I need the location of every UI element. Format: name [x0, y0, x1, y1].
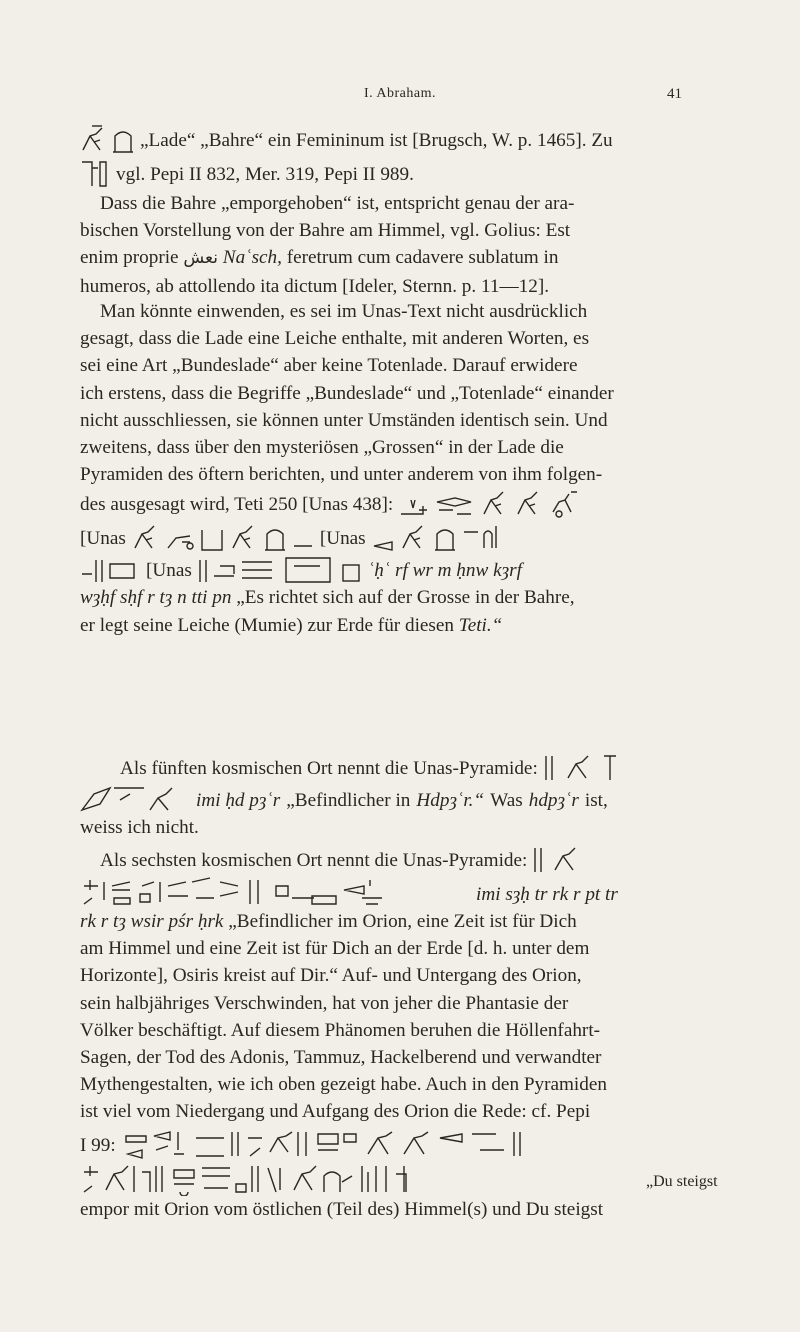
bracket-unas-1: [Unas: [80, 528, 126, 550]
chest-hieroglyph-icon: [264, 522, 286, 552]
bracket-unas-3: [Unas: [146, 560, 192, 582]
p3-line-c: sei eine Art „Bundeslade“ aber keine Totenlade. Darauf erwidere: [80, 355, 578, 377]
water-hieroglyph-icon: [399, 496, 429, 518]
lade-bahre-line: „Lade“ „Bahre“ ein Femininum ist [Brugsch, W. p. 1465]. Zu: [140, 129, 613, 151]
p5-line-i: Mythengestalten, wie ich oben gezeigt habe. Auch in den Pyramiden: [80, 1074, 607, 1096]
arm-hieroglyph-icon: [292, 538, 314, 552]
pillar-hieroglyph-icon: [533, 844, 583, 874]
pepi-reference-line: vgl. Pepi II 832, Mer. 319, Pepi II 989.: [116, 163, 414, 185]
pillar-hieroglyph-icon: [80, 556, 140, 584]
house-hieroglyph-icon: [284, 554, 334, 584]
paragraph-3: [80, 298, 720, 639]
paragraph-1: [80, 124, 720, 188]
paragraph-2: [80, 190, 720, 300]
p3-line-h: des ausgesagt wird, Teti 250 [Unas 438]:: [80, 494, 394, 516]
loaf-hieroglyph-icon: [462, 522, 502, 552]
water-hieroglyph-icon: [340, 562, 362, 584]
bird-hieroglyph-icon: [515, 488, 543, 518]
star-hieroglyph-icon: [549, 488, 579, 518]
p5-line-d: am Himmel und eine Zeit ist für Dich an der Erde [d. h. unter dem: [80, 938, 590, 960]
pillar-hieroglyph-icon: [544, 752, 624, 782]
p5-line-l: „Du steigst: [646, 1173, 718, 1191]
p5-line-e: Horizonte], Osiris kreist auf Dir.“ Auf- und Untergang des Orion,: [80, 965, 582, 987]
chest-hieroglyph-icon: [434, 522, 456, 552]
p5-line-k: I 99:: [80, 1135, 116, 1157]
p2-line-a: Dass die Bahre „emporgehoben“ ist, entspricht genau der ara-: [100, 193, 575, 214]
bracket-unas-2: [Unas: [319, 528, 366, 550]
bird-hieroglyph-icon: [80, 124, 106, 154]
p3-line-e: nicht ausschliessen, sie können unter Umständen identisch sein. Und: [80, 409, 608, 431]
p3-line-g: Pyramiden des öftern berichten, und unter anderem von ihm folgen-: [80, 464, 603, 486]
transliteration-1: ʿḥʿ rf wr m ḥnw kȝrf: [367, 560, 522, 582]
page-number: 41: [667, 86, 682, 102]
p5-line-a: Als sechsten kosmischen Ort nennt die Unas-Pyramide:: [100, 849, 528, 871]
p2-line-b: bischen Vorstellung von der Bahre am Himmel, vgl. Golius: Est: [80, 220, 571, 242]
arabic-word: نعش: [183, 248, 218, 269]
p4-line-c: weiss ich nicht.: [80, 817, 199, 838]
paragraph-4: Als fünften kosmischen Ort nennt die Unas-Pyramide: imi ḥd pȝʿr „Befindlicher in Hdpȝʿr.“ Was hdpȝʿr ist, weiss ich nicht.: [80, 752, 720, 841]
p5-line-h: Sagen, der Tod des Adonis, Tammuz, Hackelberend und verwandter: [80, 1047, 602, 1069]
arm-hieroglyph-icon: [166, 528, 194, 552]
p3-line-f: zweitens, dass über den mysteriösen „Grossen“ in der Lade die: [80, 437, 564, 459]
p4-line-a: Als fünften kosmischen Ort nennt die Unas-Pyramide:: [120, 757, 538, 779]
house-hieroglyph-icon: [200, 522, 224, 552]
pillar-hieroglyph-icon: [198, 556, 278, 584]
reed-hieroglyph-icon: [435, 492, 475, 518]
star-hieroglyph-icon: [80, 1162, 640, 1196]
bird-hieroglyph-icon: [132, 522, 160, 552]
p3-line-a: Man könnte einwenden, es sei im Unas-Text nicht ausdrücklich: [100, 301, 588, 322]
paragraph-5: Als sechsten kosmischen Ort nennt die Unas-Pyramide: imi sȝḥ tr rk r pt tr rk r tȝ wsir pśr ḥrk „Befindlicher im Orion, eine Zeit ist für Dich am Himmel und eine Zeit ist für Dich an der Erde [d. h. unter dem Horizonte], Osiris kreist auf Dir.“ Auf- und Untergang des Orion, sein halbjähriges Verschwinden, hat von jeher die Phantasie der Völker beschäftigt. Auf diesem Phänomen beruhen die Höllenfahrt- Sagen, der Tod des Adonis, Tammuz, Hackelberend und verwandter Mythengestalten, wie ich oben gezeigt habe. Auch in den Pyramiden ist viel vom Niedergang und Aufgang des Orion die Rede: cf. Pepi I 99: „Du steigst empor mit Orion vom östlichen (Teil des) Himmel(s) und Du steigst: [80, 844, 720, 1223]
p2-line-d: humeros, ab attollendo ita dictum [Ideler, Sternn. p. 11—12].: [80, 275, 550, 297]
p3-line-d: ich erstens, dass die Begriffe „Bundeslade“ und „Totenlade“ einander: [80, 382, 614, 404]
star-hieroglyph-icon: [80, 876, 470, 908]
chest-hieroglyph-icon: [112, 124, 134, 154]
p5-line-m: empor mit Orion vom östlichen (Teil des) Himmel(s) und Du steigst: [80, 1198, 604, 1220]
page-header: [0, 84, 800, 108]
p5-line-c: rk r tȝ wsir pśr ḥrk „Befindlicher im Orion, eine Zeit ist für Dich: [80, 911, 577, 932]
p5-line-g: Völker beschäftigt. Auf diesem Phänomen beruhen die Höllenfahrt-: [80, 1019, 601, 1041]
bird-hieroglyph-icon: [481, 488, 509, 518]
p5-line-f: sein halbjähriges Verschwinden, hat von jeher die Phantasie der: [80, 992, 569, 1014]
pillar-hieroglyph-icon: [80, 158, 110, 188]
bird-hieroglyph-icon: [80, 784, 190, 814]
running-title: I. Abraham.: [364, 86, 436, 101]
p3-line-i: er legt seine Leiche (Mumie) zur Erde für diesen Teti.“: [80, 614, 503, 636]
p3-line-translit-2: wȝḥf sḥf r tȝ n tti pn „Es richtet sich auf der Grosse in der Bahre,: [80, 587, 575, 609]
bird-hieroglyph-icon: [230, 522, 258, 552]
p5-line-j: ist viel vom Niedergang und Aufgang des Orion die Rede: cf. Pepi: [80, 1101, 591, 1123]
p2-line-c: enim proprie نعش Naʿsch, feretrum cum cadavere sublatum in: [80, 247, 559, 269]
mouth-hieroglyph-icon: [372, 538, 394, 552]
p3-line-b: gesagt, dass die Lade eine Leiche enthalte, mit anderen Worten, es: [80, 328, 590, 350]
bird-hieroglyph-icon: [400, 522, 428, 552]
loaf-hieroglyph-icon: [122, 1128, 712, 1160]
